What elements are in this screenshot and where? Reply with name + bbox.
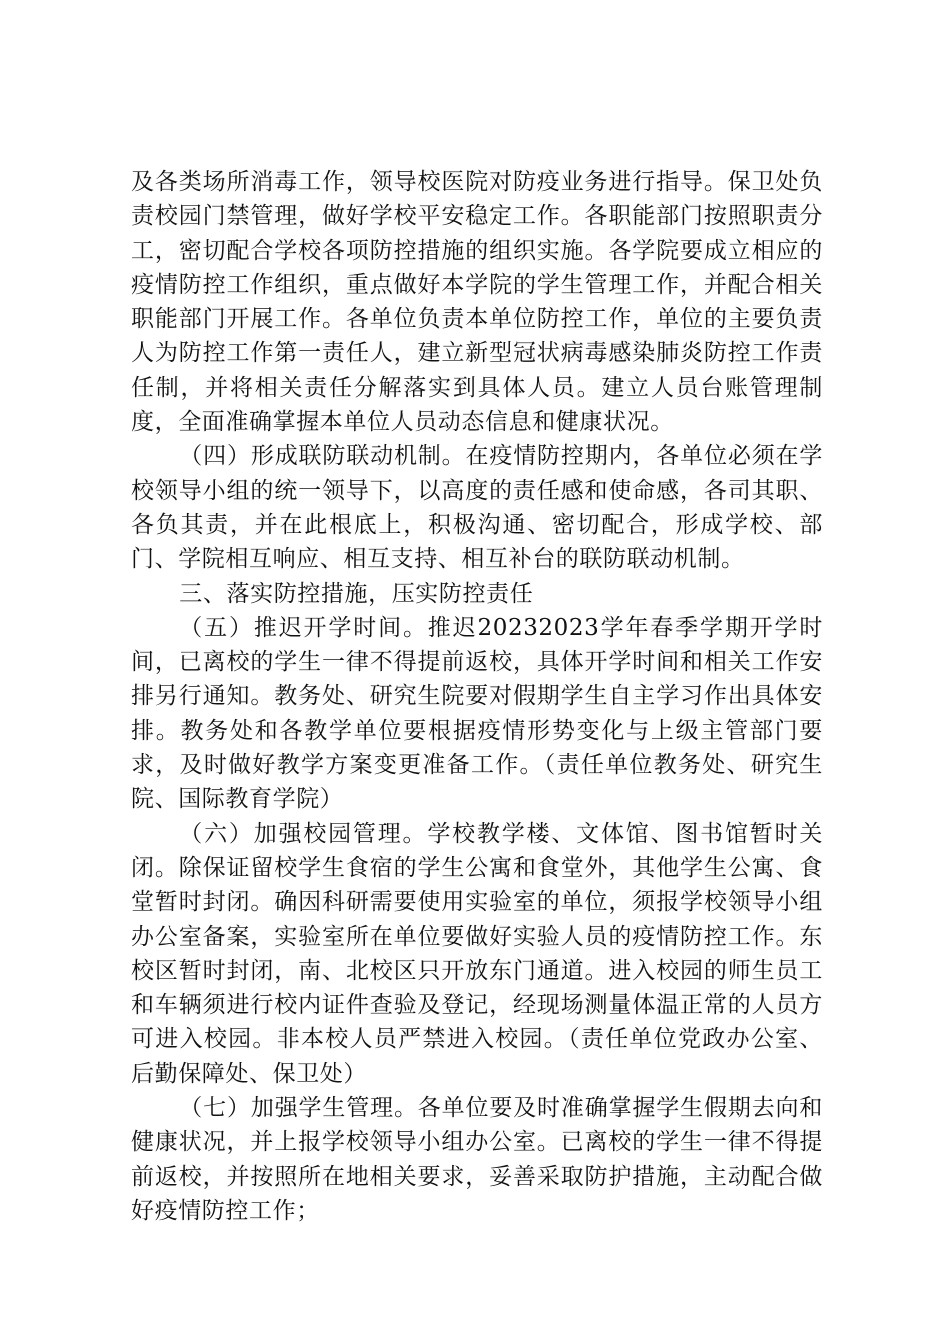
paragraph-delay-school: （五）推迟开学时间。推迟20232023学年春季学期开学时间，已离校的学生一律不得提前返校，具体开学时间和相关工作安排另行通知。教务处、研究生院要对假期学生自主学习作出具体安排。教务处和各教学单位要根据疫情形势变化与上级主管部门要求，及时做好教学方案变更准备工作。（责任单位教务处、研究生院、国际教育学院） xyxy=(131,614,823,813)
document-page xyxy=(131,165,823,1228)
paragraph-campus-management: （六）加强校园管理。学校教学楼、文体馆、图书馆暂时关闭。除保证留校学生食宿的学生公寓和食堂外，其他学生公寓、食堂暂时封闭。确因科研需要使用实验室的单位，须报学校领导小组办公室备案，实验室所在单位要做好实验人员的疫情防控工作。东校区暂时封闭，南、北校区只开放东门通道。进入校园的师生员工和车辆须进行校内证件查验及登记，经现场测量体温正常的人员方可进入校园。非本校人员严禁进入校园。（责任单位党政办公室、后勤保障处、保卫处） xyxy=(131,820,823,1087)
paragraph-joint-prevention: （四）形成联防联动机制。在疫情防控期内，各单位必须在学校领导小组的统一领导下，以高度的责任感和使命感，各司其职、各负其责，并在此根底上，积极沟通、密切配合，形成学校、部门、学院相互响应、相互支持、相互补台的联防联动机制。 xyxy=(131,443,823,573)
paragraph-student-management: （七）加强学生管理。各单位要及时准确掌握学生假期去向和健康状况，并上报学校领导小组办公室。已离校的学生一律不得提前返校，并按照所在地相关要求，妥善采取防护措施，主动配合做好疫情防控工作； xyxy=(131,1095,823,1224)
paragraph-responsibilities: 及各类场所消毒工作，领导校医院对防疫业务进行指导。保卫处负责校园门禁管理，做好学校平安稳定工作。各职能部门按照职责分工，密切配合学校各项防控措施的组织实施。各学院要成立相应的疫情防控工作组织，重点做好本学院的学生管理工作，并配合相关职能部门开展工作。各单位负责本单位防控工作，单位的主要负责人为防控工作第一责任人，建立新型冠状病毒感染肺炎防控工作责任制，并将相关责任分解落实到具体人员。建立人员台账管理制度，全面准确掌握本单位人员动态信息和健康状况。 xyxy=(131,169,823,436)
section-heading-measures: 三、落实防控措施，压实防控责任 xyxy=(179,580,534,607)
